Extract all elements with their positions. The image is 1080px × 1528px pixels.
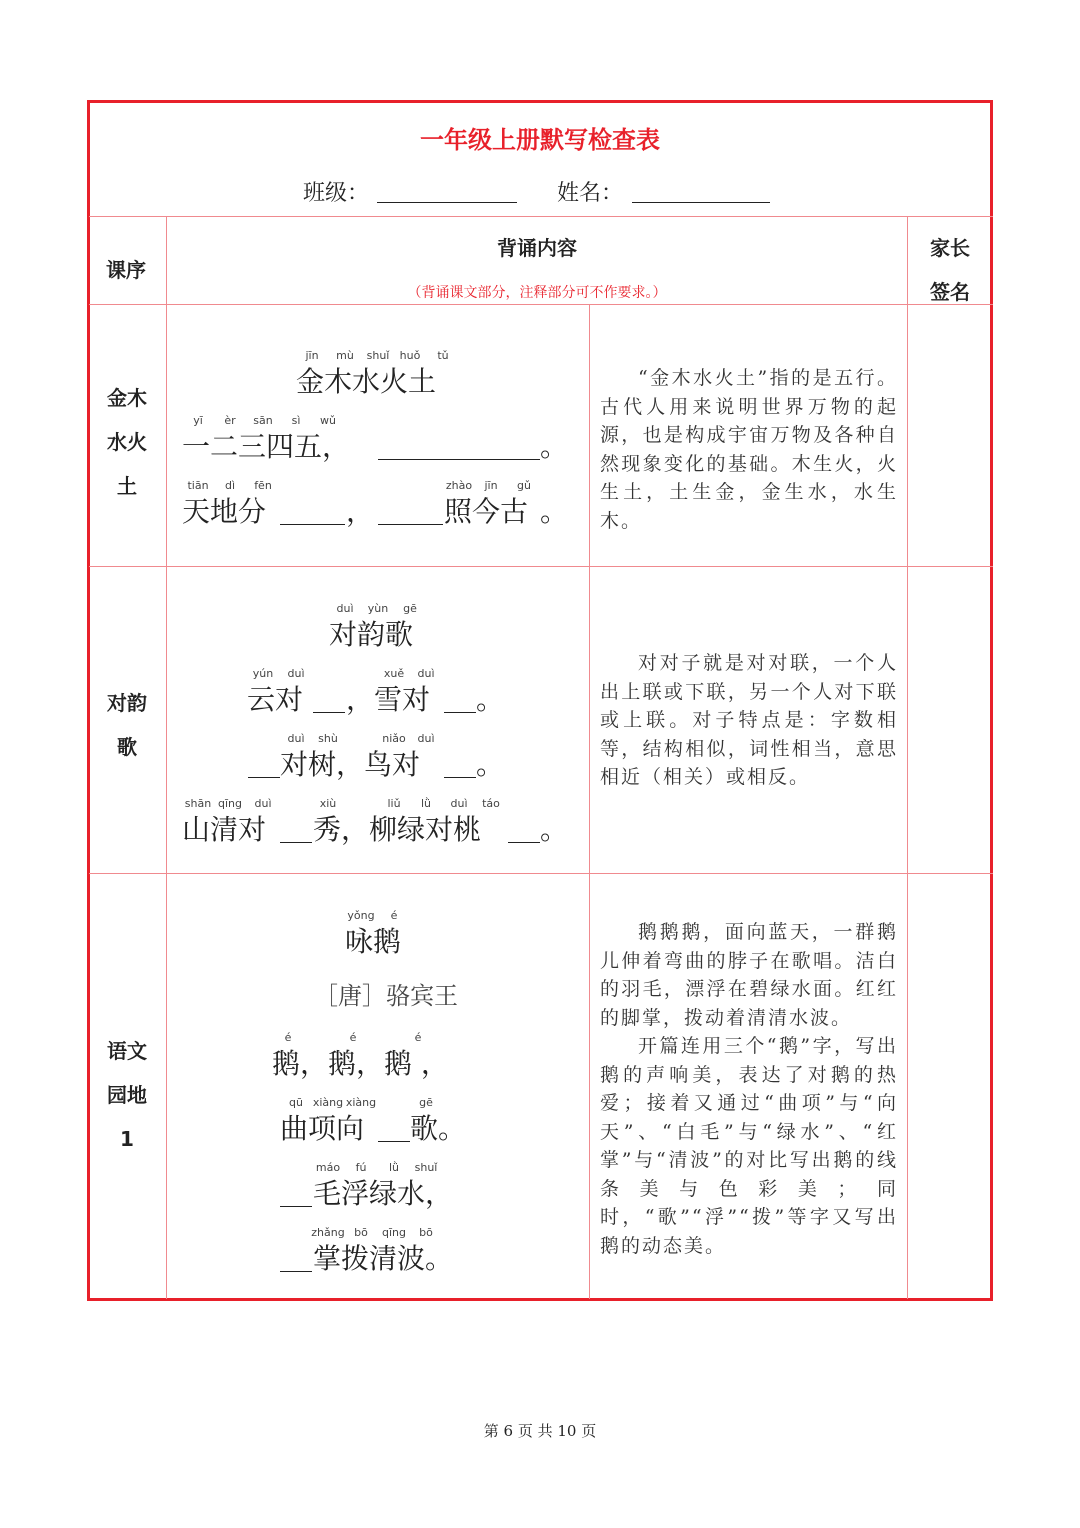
pinyin: shuǐ <box>414 1161 438 1174</box>
punctuation: 。 <box>540 430 569 463</box>
pinyin: èr <box>224 414 236 427</box>
pinyin: gǔ <box>517 479 531 492</box>
pinyin: fú <box>355 1161 367 1174</box>
pinyin: sān <box>253 414 273 427</box>
lesson-line: 金木 <box>107 386 147 410</box>
pinyin: duì <box>417 732 435 745</box>
pinyin: táo <box>482 797 500 810</box>
lesson-line: 园地 <box>107 1083 147 1107</box>
pinyin: niǎo <box>382 732 406 745</box>
header-parent-line1: 家长 <box>930 236 970 260</box>
pinyin: huǒ <box>399 349 421 362</box>
pinyin: xiàng <box>312 1096 344 1109</box>
lesson-cell <box>89 1029 165 1161</box>
fill-blank[interactable] <box>378 459 540 460</box>
pinyin: qīng <box>382 1226 406 1239</box>
pinyin: yùn <box>367 602 389 615</box>
fill-blank[interactable] <box>280 1206 312 1207</box>
pinyin: sì <box>291 414 301 427</box>
pinyin: shān <box>184 797 212 810</box>
pinyin: bō <box>419 1226 433 1239</box>
fill-blank[interactable] <box>508 842 540 843</box>
pinyin: é <box>390 909 398 922</box>
poem-line: 歌。 <box>410 1112 467 1145</box>
grid-line <box>89 304 993 305</box>
header-lesson: 课序 <box>106 258 146 282</box>
lesson-line: 语文 <box>107 1039 147 1063</box>
grid-line <box>89 873 993 874</box>
poem-line: 掌拨清波。 <box>313 1242 454 1275</box>
pinyin: dì <box>224 479 236 492</box>
pinyin: qīng <box>218 797 242 810</box>
pinyin: gē <box>419 1096 433 1109</box>
page-title: 一年级上册默写检查表 <box>420 126 660 154</box>
fill-blank[interactable] <box>378 524 443 525</box>
pinyin: mù <box>336 349 354 362</box>
pinyin: gē <box>403 602 417 615</box>
class-label: 班级： <box>303 181 370 206</box>
punctuation: 。 <box>540 495 569 528</box>
lesson-cell <box>89 376 165 508</box>
lesson-line: 1 <box>120 1127 134 1151</box>
poem-line: 秀，柳绿对桃 <box>313 813 482 846</box>
parent-signature-cell[interactable] <box>908 305 991 565</box>
description <box>600 364 898 535</box>
pinyin: xiù <box>319 797 337 810</box>
pinyin: duì <box>287 732 305 745</box>
pinyin: duì <box>336 602 354 615</box>
header-content: 背诵内容 <box>497 236 577 260</box>
pinyin: máo <box>315 1161 341 1174</box>
poem-line: 山清对 <box>182 813 267 846</box>
pinyin: jīn <box>484 479 498 492</box>
fill-blank[interactable] <box>444 712 476 713</box>
pinyin: xiàng <box>345 1096 377 1109</box>
poem-line: 天地分 <box>182 495 267 528</box>
fill-blank[interactable] <box>444 777 476 778</box>
pinyin: zhǎng <box>311 1226 345 1239</box>
fill-blank[interactable] <box>248 777 280 778</box>
pinyin: wǔ <box>320 414 336 427</box>
pinyin: qū <box>289 1096 303 1109</box>
poem-title: 金木水火土 <box>296 365 437 398</box>
lesson-line: 对韵 <box>107 691 147 715</box>
fill-blank[interactable] <box>313 712 345 713</box>
pinyin: é <box>414 1031 422 1044</box>
description-paragraph: 鹅鹅鹅，面向蓝天，一群鹅儿伸着弯曲的脖子在歌唱。洁白的羽毛，漂浮在碧绿水面。红红的脚掌，拨动着清清水波。 <box>600 921 898 1029</box>
poem-line: 一二三四五， <box>182 430 351 463</box>
pinyin: lǜ <box>420 797 432 810</box>
poem-title: 对韵歌 <box>329 618 414 651</box>
pinyin: tǔ <box>437 349 449 362</box>
poem-line: 毛浮绿水， <box>313 1177 454 1210</box>
header-content-note: （背诵课文部分，注释部分可不作要求。） <box>407 285 667 301</box>
pinyin: shuǐ <box>366 349 390 362</box>
name-label: 姓名： <box>557 181 624 206</box>
poem-line: 鹅，鹅，鹅 ， <box>272 1047 449 1080</box>
description-paragraph: 对对子就是对对联，一个人出上联或下联，另一个人对下联或上联。对子特点是：字数相等，结构相似，词性相当，意思相近（相关）或相反。 <box>600 652 898 788</box>
lesson-line: 土 <box>117 474 137 498</box>
pinyin: duì <box>417 667 435 680</box>
pinyin: é <box>349 1031 357 1044</box>
parent-signature-cell[interactable] <box>908 874 991 1298</box>
pinyin: yǒng <box>347 909 375 922</box>
pinyin: é <box>284 1031 292 1044</box>
pinyin: xuě <box>383 667 405 680</box>
lesson-line: 歌 <box>117 735 137 759</box>
grid-line <box>166 216 167 1299</box>
page-footer: 第 6 页 共 10 页 <box>483 1422 597 1440</box>
poem-line: 照今古 <box>444 495 529 528</box>
pinyin: jīn <box>305 349 319 362</box>
pinyin: duì <box>287 667 305 680</box>
pinyin: duì <box>254 797 272 810</box>
pinyin: fēn <box>254 479 272 492</box>
lesson-cell <box>89 681 165 769</box>
pinyin: duì <box>450 797 468 810</box>
poem-line: 云对 <box>247 683 304 716</box>
pinyin: yún <box>252 667 274 680</box>
description-paragraph: “金木水火土”指的是五行。古代人用来说明世界万物的起源，也是构成宇宙万物及各种自然现象变化的基础。木生火，火生土，土生金，金生水，水生木。 <box>600 367 898 532</box>
grid-line <box>89 566 993 567</box>
punctuation: 。 <box>540 813 569 846</box>
grid-line <box>89 216 993 217</box>
fill-blank[interactable] <box>280 842 312 843</box>
pinyin: lǜ <box>388 1161 400 1174</box>
description <box>600 918 898 1260</box>
fill-blank[interactable] <box>280 524 345 525</box>
poem-line: ，雪对 <box>346 683 431 716</box>
parent-signature-cell[interactable] <box>908 567 991 872</box>
description <box>600 649 898 792</box>
pinyin: liǔ <box>387 797 401 810</box>
pinyin: tiān <box>187 479 209 492</box>
fill-blank[interactable] <box>280 1271 312 1272</box>
poem-author: ［唐］骆宾王 <box>314 982 458 1010</box>
punctuation: ， <box>346 495 375 528</box>
punctuation: 。 <box>476 748 505 781</box>
pinyin: zhào <box>445 479 473 492</box>
poem-title: 咏鹅 <box>345 925 402 958</box>
fill-blank[interactable] <box>378 1141 410 1142</box>
header-parent-line2: 签名 <box>930 280 970 304</box>
description-paragraph: 开篇连用三个“鹅”字，写出鹅的声响美，表达了对鹅的热爱；接着又通过“曲项”与“向天”、“白毛”与“绿水”、“红掌”与“清波”的对比写出鹅的线条美与色彩美；同时，“歌”“浮”“拨”等字又写出鹅的动态美。 <box>600 1035 898 1257</box>
pinyin: yī <box>193 414 203 427</box>
pinyin: bō <box>354 1226 368 1239</box>
grid-line <box>589 304 590 1299</box>
poem-line: 对树，鸟对 <box>280 748 421 781</box>
punctuation: 。 <box>476 683 505 716</box>
poem-line: 曲项向 <box>280 1112 365 1145</box>
pinyin: shù <box>318 732 338 745</box>
lesson-line: 水火 <box>107 430 147 454</box>
